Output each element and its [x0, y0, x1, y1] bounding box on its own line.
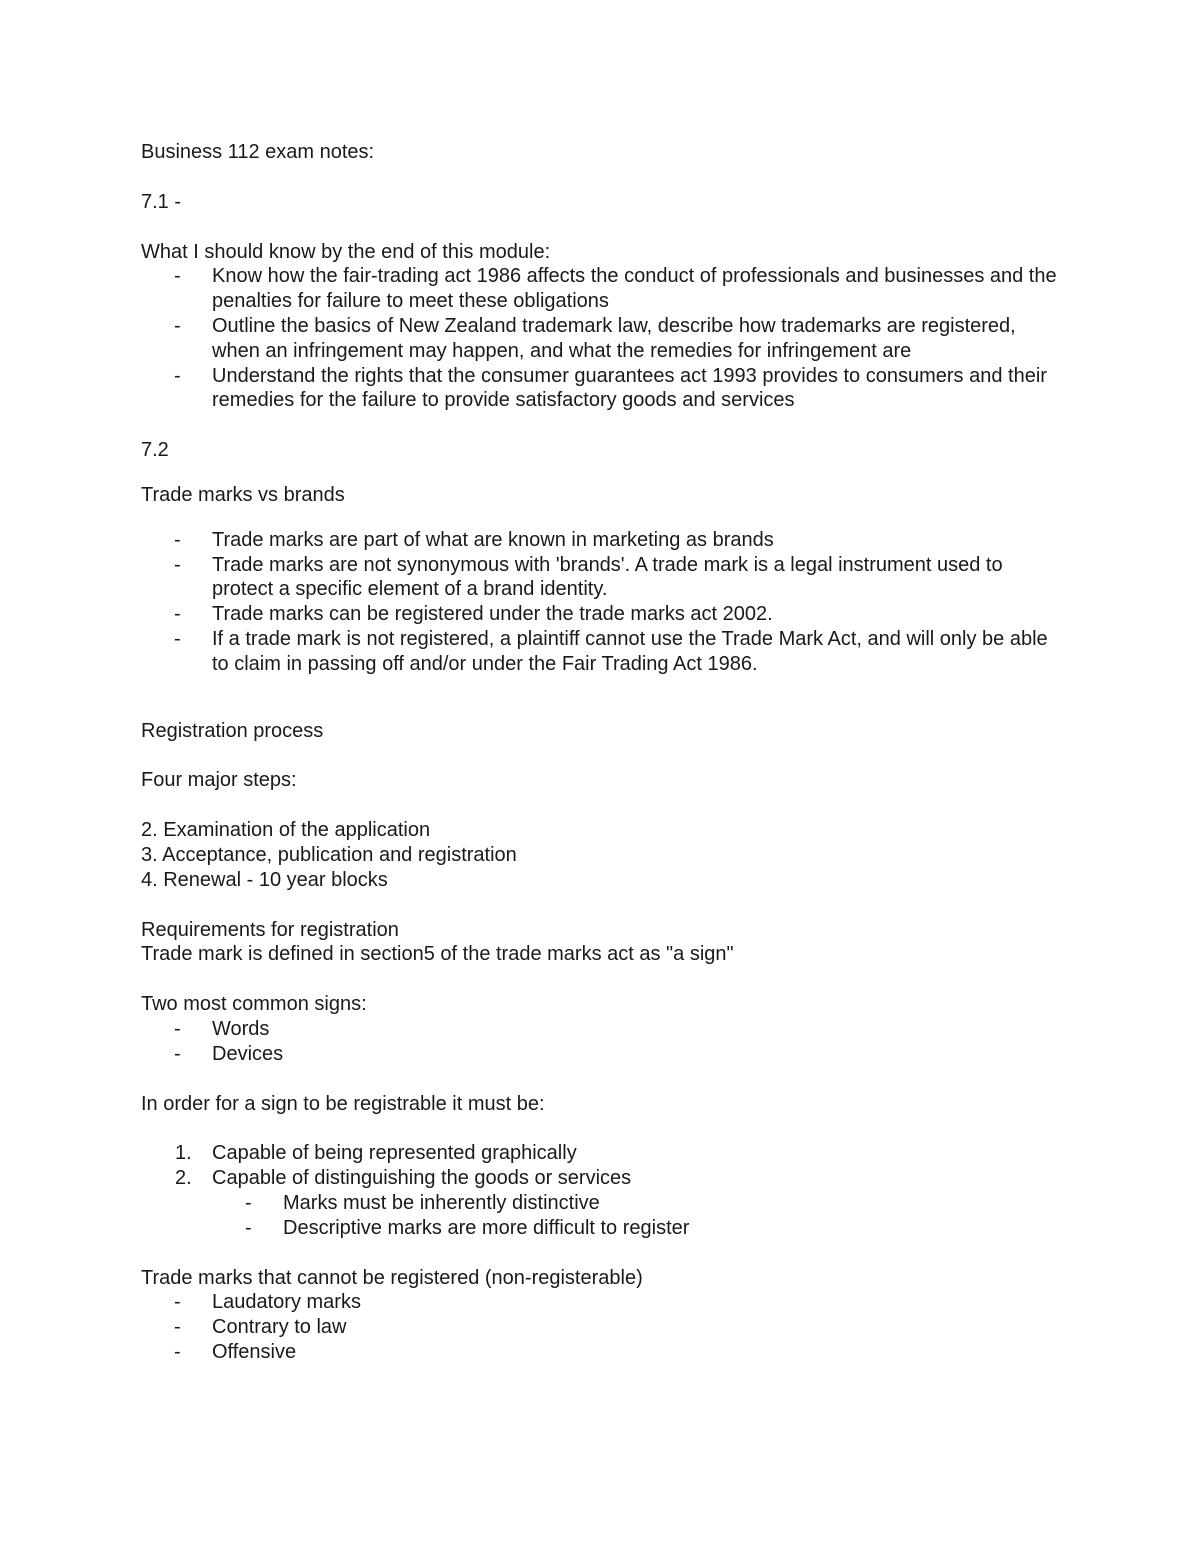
- requirements-heading: Requirements for registration: [141, 918, 399, 941]
- dash-marker: -: [174, 1042, 181, 1065]
- list-item-text: Trade marks are part of what are known in marketing as brands: [212, 528, 774, 551]
- list-item: [141, 264, 1061, 314]
- dash-marker: -: [174, 553, 181, 576]
- list-item: [141, 1315, 1061, 1340]
- list-item-text: Capable of being represented graphically: [212, 1142, 577, 1165]
- list-item-text: If a trade mark is not registered, a plaintiff cannot use the Trade Mark Act, and will only be able to claim in passing off and/or under the Fair Trading Act 1986.: [212, 627, 1048, 675]
- dash-marker: -: [174, 1340, 181, 1363]
- non-registrable-heading: Trade marks that cannot be registered (non-registerable): [141, 1266, 643, 1289]
- list-item: [141, 1340, 1061, 1365]
- registration-step: 4. Renewal - 10 year blocks: [141, 868, 388, 891]
- list-item: [141, 627, 1061, 677]
- dash-marker: -: [174, 1316, 181, 1339]
- list-item: [141, 1017, 1061, 1042]
- dash-marker: -: [174, 603, 181, 626]
- section-7-1-heading: 7.1 -: [141, 190, 182, 213]
- list-item: [141, 1290, 1061, 1315]
- dash-marker: -: [174, 1291, 181, 1314]
- list-item-text: Outline the basics of New Zealand trademark law, describe how trademarks are registered, when an infringement may happen, and what the remedies for infringement are: [212, 314, 1016, 362]
- document-page: [141, 140, 1061, 1365]
- list-item: [141, 1216, 1061, 1241]
- common-signs-intro: Two most common signs:: [141, 993, 367, 1016]
- list-item-text: Understand the rights that the consumer guarantees act 1993 provides to consumers and their remedies for the failure to provide satisfactory goods and services: [212, 364, 1047, 412]
- registration-step: 2. Examination of the application: [141, 819, 431, 842]
- distinctiveness-sublist: [141, 1191, 1061, 1241]
- list-item-text: Trade marks are not synonymous with 'brands'. A trade mark is a legal instrument used to protect a specific element of a brand identity.: [212, 553, 1003, 601]
- dash-marker: -: [174, 364, 181, 387]
- dash-marker: -: [174, 265, 181, 288]
- dash-marker: -: [174, 314, 181, 337]
- registrable-conditions-list: [141, 1141, 1061, 1191]
- dash-marker: -: [174, 528, 181, 551]
- list-item-text: Words: [212, 1017, 270, 1040]
- dash-marker: -: [245, 1191, 252, 1214]
- list-item: [141, 314, 1061, 364]
- list-item: [141, 1191, 1061, 1216]
- trade-marks-vs-brands-list: [141, 528, 1061, 677]
- list-item: [141, 1042, 1061, 1067]
- trade-mark-definition: Trade mark is defined in section5 of the trade marks act as "a sign": [141, 943, 734, 966]
- list-item: [141, 553, 1061, 603]
- list-item: [141, 1166, 1061, 1191]
- list-item-text: Marks must be inherently distinctive: [283, 1191, 600, 1214]
- common-signs-list: [141, 1017, 1061, 1067]
- list-item-text: Laudatory marks: [212, 1291, 361, 1314]
- module-objectives-intro: What I should know by the end of this module:: [141, 240, 551, 263]
- trade-marks-vs-brands-heading: Trade marks vs brands: [141, 483, 345, 506]
- section-7-2-heading: 7.2: [141, 439, 169, 462]
- registration-process-heading: Registration process: [141, 719, 324, 742]
- registrable-intro: In order for a sign to be registrable it must be:: [141, 1092, 545, 1115]
- dash-marker: -: [245, 1216, 252, 1239]
- non-registrable-list: [141, 1290, 1061, 1364]
- list-item: [141, 1141, 1061, 1166]
- list-item: [141, 364, 1061, 414]
- list-item-text: Descriptive marks are more difficult to register: [283, 1216, 690, 1239]
- four-major-steps-intro: Four major steps:: [141, 769, 297, 792]
- list-item: [141, 602, 1061, 627]
- list-item-text: Offensive: [212, 1340, 297, 1363]
- list-item-text: Contrary to law: [212, 1316, 347, 1339]
- number-marker: 1.: [175, 1142, 192, 1165]
- list-item-text: Know how the fair-trading act 1986 affects the conduct of professionals and businesses and the penalties for failure to meet these obligations: [212, 265, 1057, 313]
- list-item: [141, 528, 1061, 553]
- registration-step: 3. Acceptance, publication and registration: [141, 843, 517, 866]
- dash-marker: -: [174, 1017, 181, 1040]
- module-objectives-list: [141, 264, 1061, 413]
- list-item-text: Trade marks can be registered under the trade marks act 2002.: [212, 603, 773, 626]
- number-marker: 2.: [175, 1167, 192, 1190]
- dash-marker: -: [174, 627, 181, 650]
- document-title: Business 112 exam notes:: [141, 141, 375, 163]
- list-item-text: Capable of distinguishing the goods or services: [212, 1167, 632, 1190]
- list-item-text: Devices: [212, 1042, 284, 1065]
